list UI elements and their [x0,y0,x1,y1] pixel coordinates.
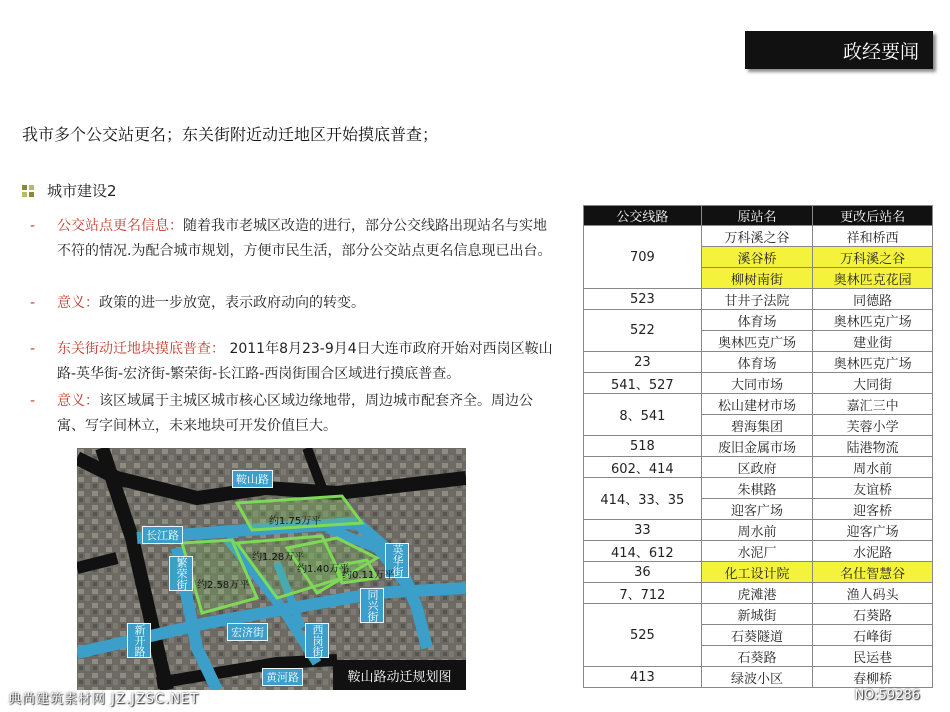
cell-old-name: 区政府 [701,457,813,478]
cell-old-name: 溪谷桥 [701,247,813,268]
table-row [584,436,933,457]
bullet-item [30,389,555,439]
road-label-hongji: 宏济街 [227,623,268,641]
cell-line: 523 [584,289,702,310]
cell-old-name: 迎客广场 [701,499,813,520]
cell-line: 8、541 [584,394,702,436]
section-title: 城市建设2 [47,182,117,200]
area-label: 约1.28万平 [252,552,305,563]
area-label: 约1.40万平 [297,564,350,575]
cell-new-name: 春柳桥 [813,667,933,688]
cell-new-name: 周水前 [813,457,933,478]
cell-new-name: 石峰街 [813,625,933,646]
table-row [584,478,933,499]
section-heading [22,180,117,201]
cell-old-name: 周水前 [701,520,813,541]
cell-old-name: 朱棋路 [701,478,813,499]
table-row [584,352,933,373]
cell-line: 709 [584,226,702,289]
watermark-number: NO:59286 [854,688,920,703]
cell-old-name: 柳树南街 [701,268,813,289]
bullet-label: 东关街动迁地块摸底普查： [57,341,225,357]
header-line: 公交线路 [584,206,702,226]
road-label-huanghe: 黄河路 [262,668,303,686]
cell-line: 413 [584,667,702,688]
bullet-text: 该区域属于主城区城市核心区域边缘地带，周边城市配套齐全。周边公寓、写字间林立，未来地块可开发价值巨大。 [57,393,533,434]
cell-line: 522 [584,310,702,352]
bullet-item [30,337,555,387]
table-row [584,520,933,541]
bullet-label: 公交站点更名信息： [57,218,183,234]
watermark-site: 典尚建筑素材网 JZ.JZSC.NET [8,692,200,707]
dash-icon: - [30,341,36,357]
cell-old-name: 万科溪之谷 [701,226,813,247]
header-title: 政经要闻 [842,41,919,63]
dash-icon: - [30,393,36,409]
road-label-changjiang: 长江路 [142,526,183,544]
area-label: 约1.75万平 [269,516,322,527]
cell-line: 525 [584,604,702,667]
cell-old-name: 绿波小区 [701,667,813,688]
header-old-name: 原站名 [701,206,813,226]
cell-new-name: 迎客桥 [813,499,933,520]
cell-old-name: 石葵隧道 [701,625,813,646]
dash-icon: - [30,295,36,311]
road-label-fanrong: 繁荣街 [169,556,193,591]
road-label-tongxing: 同兴街 [360,588,384,623]
table-row [584,457,933,478]
dash-icon: - [30,218,36,234]
cell-old-name: 松山建材市场 [701,394,813,415]
cell-new-name: 万科溪之谷 [813,247,933,268]
table-row [584,226,933,247]
bullet-text: 随着我市老城区改造的进行，部分公交线路出现站名与实地不符的情况.为配合城市规划，方便市民生活，部分公交站点更名信息现已出台。 [57,218,552,259]
cell-old-name: 碧海集团 [701,415,813,436]
table-header-row [584,206,933,226]
cell-old-name: 甘井子法院 [701,289,813,310]
cell-line: 414、33、35 [584,478,702,520]
bullet-item [30,214,555,264]
table-row [584,604,933,625]
cell-new-name: 水泥路 [813,541,933,562]
table-row [584,373,933,394]
cell-new-name: 友谊桥 [813,478,933,499]
bullet-label: 意义： [57,295,99,311]
headline: 我市多个公交站更名；东关街附近动迁地区开始摸底普查； [22,125,439,144]
cell-new-name: 奥林匹克花园 [813,268,933,289]
table-row [584,310,933,331]
cell-new-name: 迎客广场 [813,520,933,541]
cell-new-name: 同德路 [813,289,933,310]
cell-line: 7、712 [584,583,702,604]
cell-line: 36 [584,562,702,583]
cell-new-name: 祥和桥西 [813,226,933,247]
cell-new-name: 石葵路 [813,604,933,625]
cell-line: 602、414 [584,457,702,478]
road-label-xinkai: 新开路 [127,623,151,658]
map-caption: 鞍山路动迁规划图 [333,660,466,690]
cell-old-name: 石葵路 [701,646,813,667]
header-bar [745,31,933,69]
bullet-label: 意义： [57,393,99,409]
cell-old-name: 废旧金属市场 [701,436,813,457]
cell-old-name: 奥林匹克广场 [701,331,813,352]
planning-map [77,448,466,690]
table-row [584,394,933,415]
bullet-text: 政策的进一步放宽，表示政府动向的转变。 [99,295,365,311]
cell-new-name: 奥林匹克广场 [813,310,933,331]
cell-line: 33 [584,520,702,541]
cell-old-name: 化工设计院 [701,562,813,583]
bullet-item [30,291,555,316]
cell-new-name: 渔人码头 [813,583,933,604]
cell-new-name: 建业街 [813,331,933,352]
cell-old-name: 新城街 [701,604,813,625]
cell-old-name: 体育场 [701,352,813,373]
bullet-text: 2011年8月23-9月4日大连市政府开始对西岗区鞍山路-英华街-宏济街-繁荣街-长江路-西岗街围合区域进行摸底普查。 [57,341,553,382]
table-row [584,667,933,688]
table-row [584,583,933,604]
cell-new-name: 名仕智慧谷 [813,562,933,583]
cell-line: 541、527 [584,373,702,394]
table-row [584,289,933,310]
area-label: 约0.11万平 [342,570,395,581]
road-label-yinghua: 英华街 [385,543,409,578]
cell-old-name: 大同市场 [701,373,813,394]
cell-line: 518 [584,436,702,457]
cell-old-name: 水泥厂 [701,541,813,562]
cell-old-name: 虎滩港 [701,583,813,604]
cell-old-name: 体育场 [701,310,813,331]
area-label: 约2.58万平 [197,580,250,591]
cell-new-name: 嘉汇三中 [813,394,933,415]
table-row [584,541,933,562]
cell-line: 414、612 [584,541,702,562]
road-label-anshan: 鞍山路 [232,470,273,488]
road-label-xigang: 西岗街 [305,623,329,658]
cell-new-name: 奥林匹克广场 [813,352,933,373]
station-rename-table [583,205,933,688]
cell-line: 23 [584,352,702,373]
header-new-name: 更改后站名 [813,206,933,226]
cell-new-name: 陆港物流 [813,436,933,457]
cell-new-name: 民运巷 [813,646,933,667]
cell-new-name: 芙蓉小学 [813,415,933,436]
table-row [584,562,933,583]
cell-new-name: 大同街 [813,373,933,394]
grid-bullet-icon [22,185,34,197]
